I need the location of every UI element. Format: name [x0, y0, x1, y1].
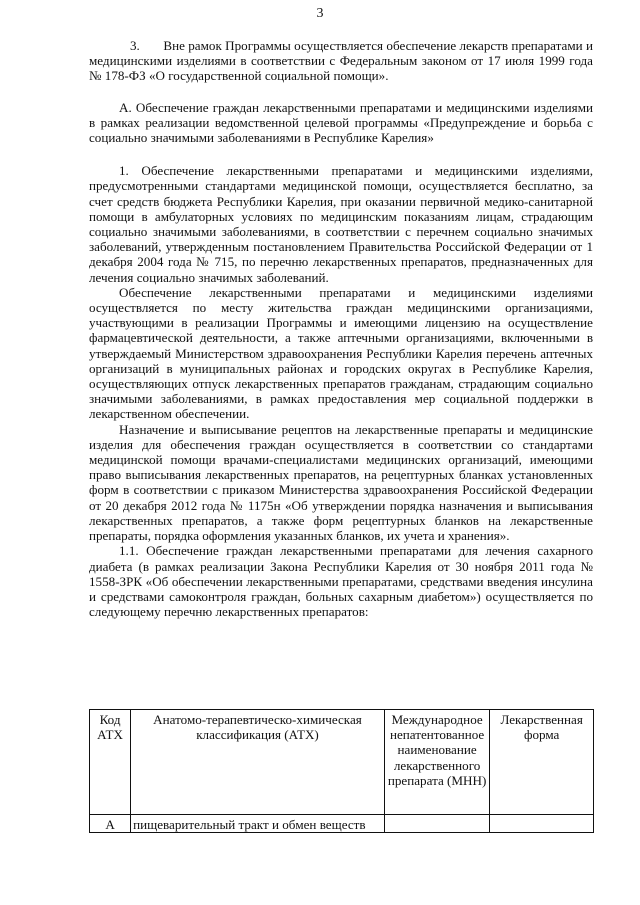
- table-header-row: [90, 710, 594, 815]
- header-code: Код АТХ: [90, 710, 131, 815]
- table-row: [90, 815, 594, 833]
- document-body: [89, 38, 593, 619]
- cell-form: [490, 815, 594, 833]
- cell-code: A: [90, 815, 131, 833]
- header-inn: Международное непатентованное наименование лекарственного препарата (МНН): [384, 710, 489, 815]
- header-dosage-form: Лекарственная форма: [490, 710, 594, 815]
- paragraph-supply: Обеспечение лекарственными препаратами и медицинскими изделиями осуществляется по месту жительства граждан медицинскими организациями, участвующими в реализации Программы и имеющими лицензию на осуществление фармацевтической деятельности, а также аптечными организациями, включенными в утверждаемый Министерством здравоохранения Республики Карелия перечень аптечных организаций в муниципальных районах и городских округах в Республике Карелия, осуществляющих отпуск лекарственных препаратов гражданам, страдающим социально значимыми заболеваниями, в рамках предоставления мер социальной поддержки в лекарственном обеспечении.: [89, 284, 593, 422]
- cell-atc: пищеварительный тракт и обмен веществ: [131, 815, 385, 833]
- paragraph-1: 1. Обеспечение лекарственными препаратами и медицинскими изделиями, предусмотренными стандартами медицинской помощи, осуществляется бесплатно, за счет средств бюджета Республики Карелия, при оказании первичной медико-санитарной помощи в амбулаторных условиях по медицинским показаниям лицам, страдающим социально значимыми заболеваниями, в соответствии с перечнем социально значимых заболеваний, утвержденным постановлением Правительства Российской Федерации от 1 декабря 2004 года № 715, по перечню лекарственных препаратов, предназначенных для лечения социально значимых заболеваний.: [89, 163, 593, 285]
- paragraph-1-1: 1.1. Обеспечение граждан лекарственными препаратами для лечения сахарного диабета (в рамках реализации Закона Республики Карелия от 30 ноября 2011 года № 1558-ЗРК «Об обеспечении лекарственными препаратами, средствами введения инсулина и средствами самоконтроля граждан, больных сахарным диабетом») осуществляется по следующему перечню лекарственных препаратов:: [89, 543, 593, 620]
- section-a-heading: А. Обеспечение граждан лекарственными препаратами и медицинскими изделиями в рамках реализации ведомственной целевой программы «Предупреждение и борьба с социально значимыми заболеваниями в Республике Карелия»: [89, 99, 593, 146]
- paragraph-prescription: Назначение и выписывание рецептов на лекарственные препараты и медицинские изделия для обеспечения граждан осуществляется в соответствии со стандартами медицинской помощи врачами-специалистами медицинских организаций, имеющими право выписывания лекарственных препаратов, на рецептурных бланках установленных форм в соответствии с приказом Министерства здравоохранения Российской Федерации от 20 декабря 2012 года № 1175н «Об утверждении порядка назначения и выписывания лекарственных препаратов, а также форм рецептурных бланков на лекарственные препараты, порядка оформления указанных бланков, их учета и хранения».: [89, 421, 593, 544]
- drug-list-table: [89, 709, 594, 833]
- cell-inn: [384, 815, 489, 833]
- paragraph-outside-program: 3. Вне рамок Программы осуществляется обеспечение лекарств препаратами и медицинскими изделиями в соответствии с Федеральным законом от 17 июля 1999 года № 178-ФЗ «О государственной социальной помощи».: [89, 38, 593, 84]
- page-number: 3: [316, 6, 324, 21]
- header-atc-classification: Анатомо-терапевтическо-химическая классификация (АТХ): [131, 710, 385, 815]
